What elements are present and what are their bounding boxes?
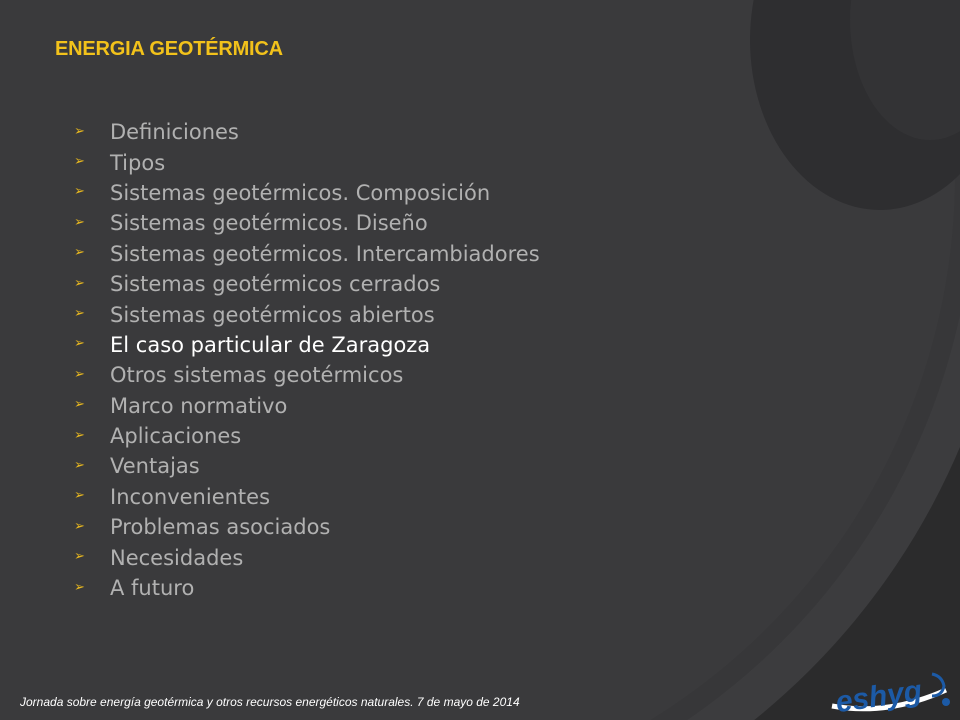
agenda-item-label: Sistemas geotérmicos cerrados (110, 272, 441, 297)
arrow-bullet-icon: ➢ (74, 457, 85, 473)
agenda-list (74, 117, 540, 603)
arrow-bullet-icon: ➢ (74, 336, 85, 352)
agenda-item (74, 512, 540, 542)
agenda-item-label: Problemas asociados (110, 515, 331, 540)
agenda-item-label: Sistemas geotérmicos abiertos (110, 302, 435, 327)
arrow-bullet-icon: ➢ (74, 366, 85, 382)
agenda-item (74, 269, 540, 299)
arrow-bullet-icon: ➢ (74, 214, 85, 230)
agenda-item (74, 391, 540, 421)
arrow-bullet-icon: ➢ (74, 154, 85, 170)
agenda-item-label: A futuro (110, 576, 195, 601)
agenda-item-label: El caso particular de Zaragoza (110, 332, 431, 357)
agenda-item-label: Necesidades (110, 545, 244, 570)
footer-caption: Jornada sobre energía geotérmica y otros recursos energéticos naturales. 7 de mayo de 2014 (20, 695, 520, 709)
agenda-item (74, 117, 540, 147)
agenda-item-label: Otros sistemas geotérmicos (110, 363, 404, 388)
agenda-item-label: Aplicaciones (110, 424, 242, 449)
agenda-item (74, 147, 540, 177)
arrow-bullet-icon: ➢ (74, 123, 85, 139)
agenda-item (74, 208, 540, 238)
agenda-item (74, 360, 540, 390)
slide-title: ENERGIA GEOTÉRMICA (55, 38, 283, 60)
agenda-item (74, 542, 540, 572)
arrow-bullet-icon: ➢ (74, 306, 85, 322)
agenda-item (74, 573, 540, 603)
agenda-item-label: Sistemas geotérmicos. Composición (110, 180, 491, 205)
agenda-item-label: Marco normativo (110, 393, 288, 418)
arrow-bullet-icon: ➢ (74, 549, 85, 565)
agenda-item-label: Inconvenientes (110, 484, 271, 509)
agenda-item (74, 178, 540, 208)
agenda-item (74, 330, 540, 360)
arrow-bullet-icon: ➢ (74, 427, 85, 443)
agenda-item (74, 451, 540, 481)
agenda-item-label: Sistemas geotérmicos. Diseño (110, 211, 428, 236)
arrow-bullet-icon: ➢ (74, 245, 85, 261)
agenda-item-label: Definiciones (110, 120, 239, 145)
arrow-bullet-icon: ➢ (74, 397, 85, 413)
arrow-bullet-icon: ➢ (74, 518, 85, 534)
eshyg-logo (828, 660, 958, 720)
agenda-item (74, 482, 540, 512)
arrow-bullet-icon: ➢ (74, 184, 85, 200)
agenda-item-label: Tipos (110, 150, 166, 175)
svg-text:eshyg: eshyg (833, 674, 925, 720)
arrow-bullet-icon: ➢ (74, 275, 85, 291)
agenda-item-label: Sistemas geotérmicos. Intercambiadores (110, 241, 540, 266)
arrow-bullet-icon: ➢ (74, 488, 85, 504)
agenda-item (74, 421, 540, 451)
agenda-item (74, 239, 540, 269)
arrow-bullet-icon: ➢ (74, 579, 85, 595)
agenda-item (74, 299, 540, 329)
agenda-item-label: Ventajas (110, 454, 200, 479)
